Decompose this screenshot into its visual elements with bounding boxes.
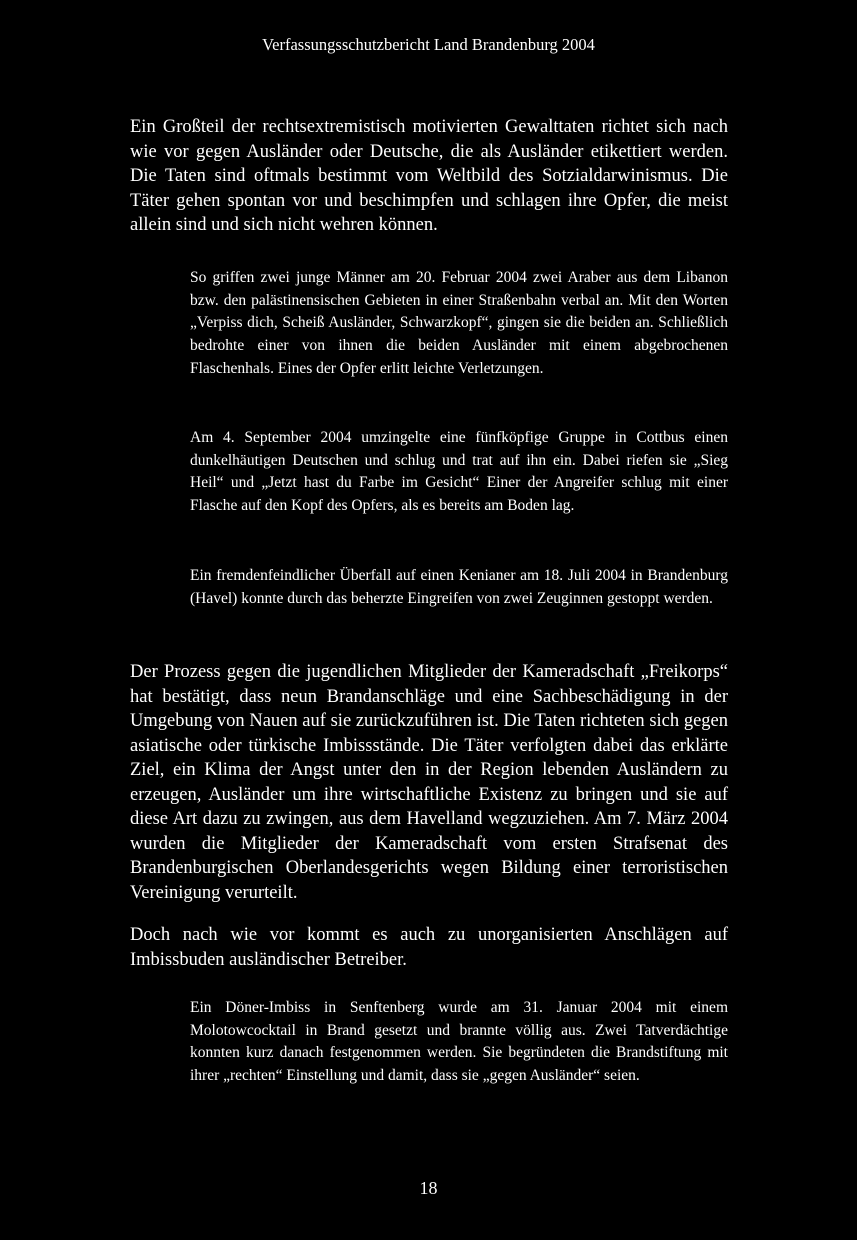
- body-paragraph: Doch nach wie vor kommt es auch zu unorganisierten Anschlägen auf Imbissbuden ausländischer Betreiber.: [130, 925, 728, 970]
- example-paragraph: Ein fremdenfeindlicher Überfall auf einen Kenianer am 18. Juli 2004 in Brandenburg (Havel) konnte durch das beherzte Eingreifen von zwei Zeuginnen gestoppt werden.: [190, 567, 728, 607]
- example-paragraph: So griffen zwei junge Männer am 20. Februar 2004 zwei Araber aus dem Libanon bzw. den palästinensischen Gebieten in einer Straßenbahn verbal an. Mit den Worten „Verpiss dich, Scheiß Ausländer, Schwarzkopf“, gingen sie die beiden an. Schließlich bedrohte einer von ihnen die beiden Ausländer mit einem abgebrochenen Flaschenhals. Eines der Opfer erlitt leichte Verletzungen.: [190, 269, 728, 377]
- running-header: Verfassungsschutzbericht Land Brandenburg 2004: [262, 35, 595, 54]
- body-paragraph: Ein Großteil der rechtsextremistisch motivierten Gewalttaten richtet sich nach wie vor gegen Ausländer oder Deutsche, die als Ausländer etikettiert werden. Die Taten sind oftmals bestimmt vom Weltbild des Sotzialdarwinismus. Die Täter gehen spontan vor und beschimpfen und schlagen ihre Opfer, die meist allein sind und sich nicht wehren können.: [130, 117, 728, 235]
- body-paragraph: Der Prozess gegen die jugendlichen Mitglieder der Kameradschaft „Freikorps“ hat bestätigt, dass neun Brandanschläge und eine Sachbeschädigung in der Umgebung von Nauen auf sie zurückzuführen ist. Die Taten richteten sich gegen asiatische oder türkische Imbissstände. Die Täter verfolgten dabei das erklärte Ziel, ein Klima der Angst unter den in der Region lebenden Ausländern zu erzeugen, Ausländer um ihre wirtschaftliche Existenz zu bringen und sie auf diese Art dazu zu zwingen, aus dem Havelland wegzuziehen. Am 7. März 2004 wurden die Mitglieder der Kameradschaft vom ersten Strafsenat des Brandenburgischen Oberlandesgerichts wegen Bildung einer terroristischen Vereinigung verurteilt.: [130, 662, 728, 903]
- example-paragraph: Am 4. September 2004 umzingelte eine fünfköpfige Gruppe in Cottbus einen dunkelhäutigen Deutschen und schlug und trat auf ihn ein. Dabei riefen sie „Sieg Heil“ und „Jetzt hast du Farbe im Gesicht“ Einer der Angreifer schlug mit einer Flasche auf den Kopf des Opfers, als es bereits am Boden lag.: [190, 429, 728, 515]
- example-paragraph: Ein Döner-Imbiss in Senftenberg wurde am 31. Januar 2004 mit einem Molotowcocktail in Brand gesetzt und brannte völlig aus. Zwei Tatverdächtige konnten kurz danach festgenommen werden. Sie begründeten die Brandstiftung mit ihrer „rechten“ Einstellung und damit, dass sie „gegen Ausländer“ seien.: [190, 999, 728, 1085]
- page-number: 18: [419, 1178, 438, 1198]
